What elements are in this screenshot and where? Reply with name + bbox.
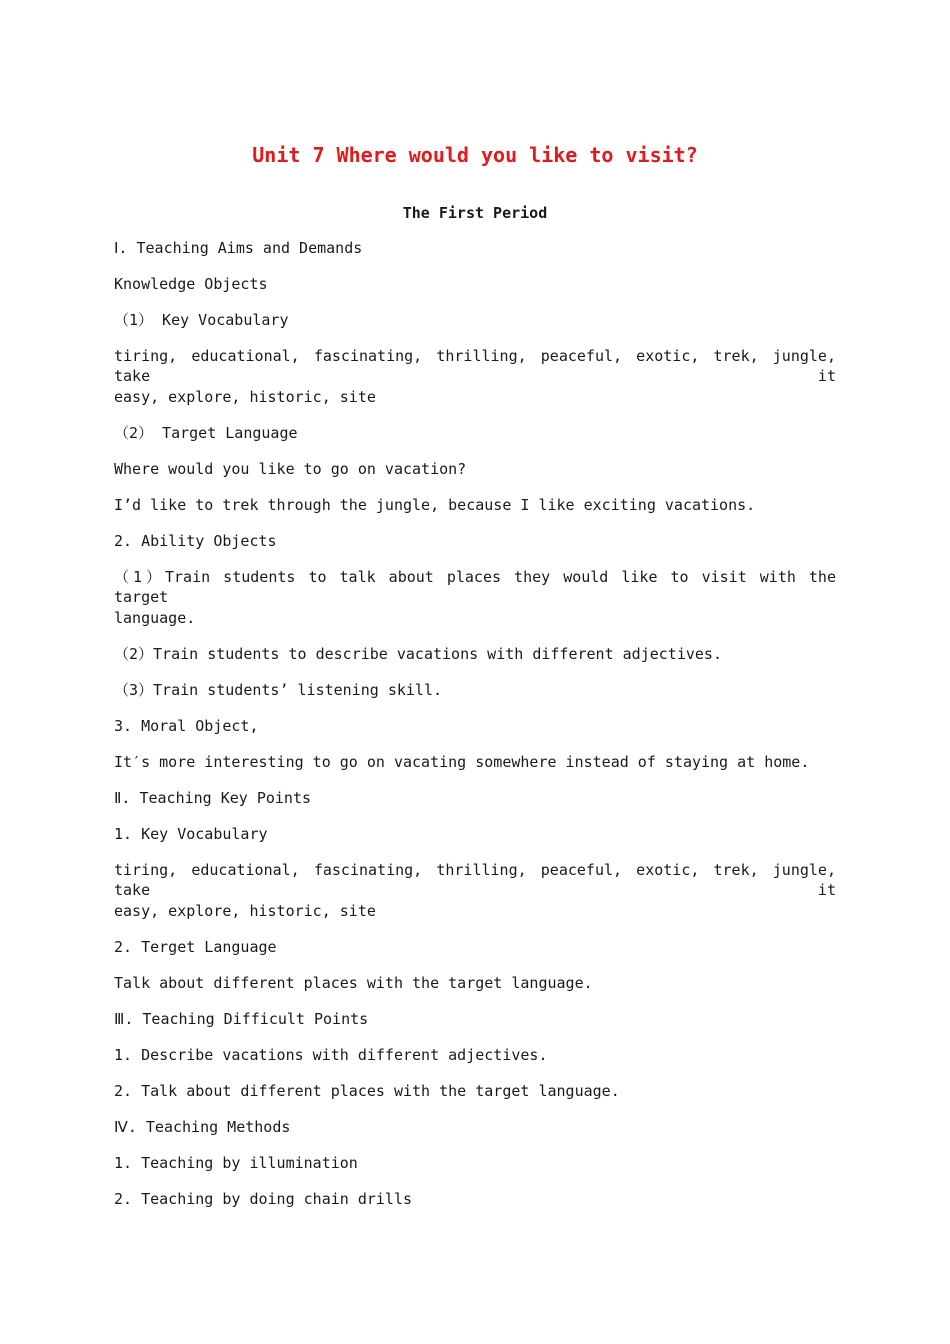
text-line: 2. Ability Objects [114, 532, 277, 550]
text-line: tiring, educational, fascinating, thrilling, peaceful, exotic, trek, jungle, take it [114, 861, 836, 899]
document-subtitle: The First Period [402, 204, 548, 222]
section-heading-difficult-points: Ⅲ. Teaching Difficult Points [114, 1010, 369, 1028]
text-line: Knowledge Objects [114, 275, 268, 293]
section-heading-aims: Ⅰ. Teaching Aims and Demands [114, 239, 363, 257]
text-line: 1. Describe vacations with different adjectives. [114, 1046, 548, 1064]
text-line: （1） Key Vocabulary [114, 311, 289, 329]
section-heading-methods: Ⅳ. Teaching Methods [114, 1118, 291, 1136]
text-line: 2. Talk about different places with the target language. [114, 1082, 620, 1100]
text-line: tiring, educational, fascinating, thrilling, peaceful, exotic, trek, jungle, take it [114, 347, 836, 385]
text-line: Where would you like to go on vacation? [114, 460, 467, 478]
text-line: language. [114, 609, 196, 627]
text-line: 1. Teaching by illumination [114, 1154, 358, 1172]
document-title: Unit 7 Where would you like to visit? [252, 143, 698, 167]
text-line: 1. Key Vocabulary [114, 825, 268, 843]
text-line: 2. Teaching by doing chain drills [114, 1190, 413, 1208]
text-line: （2） Target Language [114, 424, 298, 442]
text-line: （2）Train students to describe vacations with different adjectives. [114, 645, 722, 663]
text-line: easy, explore, historic, site [114, 902, 376, 920]
text-line: （1）Train students to talk about places they would like to visit with the target [114, 568, 836, 606]
text-line: I’d like to trek through the jungle, because I like exciting vacations. [114, 496, 756, 514]
text-line: 2. Terget Language [114, 938, 277, 956]
section-heading-key-points: Ⅱ. Teaching Key Points [114, 789, 312, 807]
text-line: 3. Moral Object, [114, 717, 259, 735]
text-line: easy, explore, historic, site [114, 388, 376, 406]
text-line: （3）Train students’ listening skill. [114, 681, 443, 699]
text-line: Talk about different places with the target language. [114, 974, 593, 992]
text-line: It′s more interesting to go on vacating somewhere instead of staying at home. [114, 753, 810, 771]
